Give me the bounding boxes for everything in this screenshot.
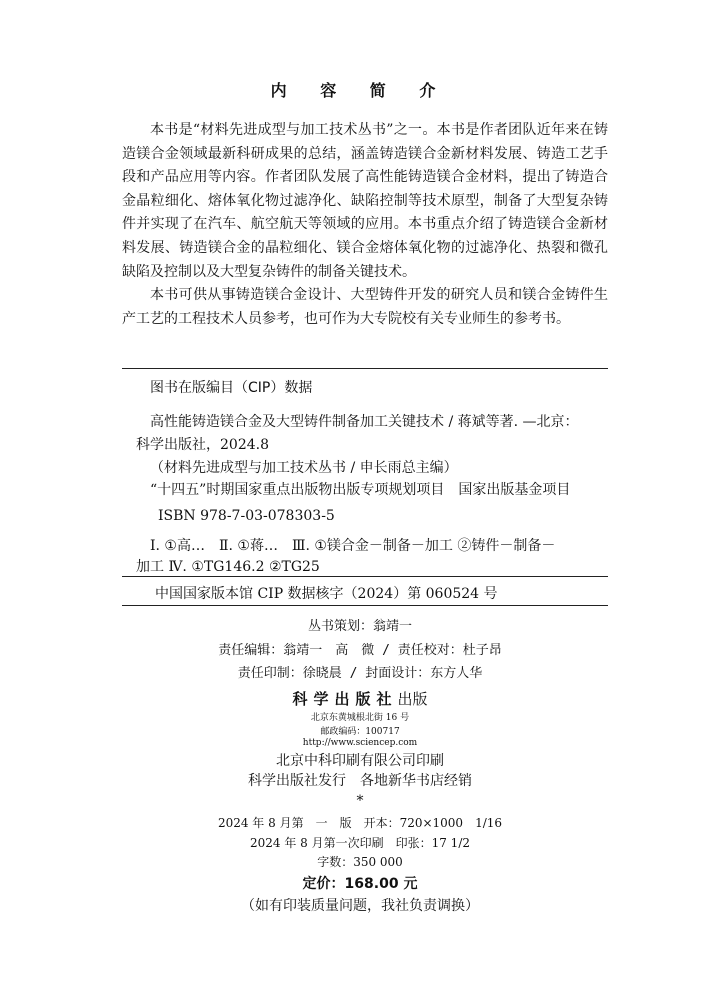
cip-top-rule [122,368,608,369]
publisher-suffix: 出版 [397,690,428,708]
cip-record-number: 中国国家版本馆 CIP 数据核字（2024）第 060524 号 [155,586,498,602]
responsible-editors: 责任编辑：翁靖一 高 微 / 责任校对：杜子昂 [218,643,502,658]
cip-heading: 图书在版编目（CIP）数据 [150,380,313,396]
intro-paragraph-2: 本书可供从事铸造镁合金设计、大型铸件开发的研究人员和镁合金铸件生产工艺的工程技术人员参考，也可作为大专院校有关专业师生的参考书。 [122,287,608,327]
cip-bottom-rule [122,605,608,606]
publisher-line [0,688,720,709]
printer: 北京中科印刷有限公司印刷 [276,753,444,769]
cip-middle-rule [122,576,608,577]
word-count: 字数：350 000 [317,855,403,869]
separator-asterisk: * [356,793,364,809]
cip-isbn: ISBN 978-7-03-078303-5 [158,508,335,524]
edition-line-1: 2024 年 8 月第 一 版 开本：720×1000 1/16 [217,816,503,830]
cip-publisher-line: 科学出版社，2024.8 [136,437,269,453]
cip-project-line: “十四五”时期国家重点出版物出版专项规划项目 国家出版基金项目 [150,482,571,498]
cip-title-line: 高性能铸造镁合金及大型铸件制备加工关键技术 / 蒋斌等著. —北京： [150,414,579,430]
quality-notice: （如有印装质量问题，我社负责调换） [241,898,479,914]
cip-classification-line-2: 加工 Ⅳ. ①TG146.2 ②TG25 [136,559,320,575]
publisher-url: http://www.sciencep.com [302,738,418,748]
publisher-postcode: 邮政编码：100717 [320,727,400,737]
publisher-address: 北京东黄城根北街 16 号 [310,713,410,723]
intro-paragraph-1: 本书是“材料先进成型与加工技术丛书”之一。本书是作者团队近年来在铸造镁合金领域最新科研成果的总结，涵盖铸造镁合金新材料发展、铸造工艺手段和产品应用等内容。作者团队发展了高性能铸造镁合金材料，提出了铸造合金晶粒细化、熔体氧化物过滤净化、缺陷控制等技术原型，制备了大型复杂铸件并实现了在汽车、航空航天等领域的应用。本书重点介绍了铸造镁合金新材料发展、铸造镁合金的晶粒细化、镁合金熔体氧化物的过滤净化、热裂和微孔缺陷及控制以及大型复杂铸件的制备关键技术。 [122,122,608,280]
price: 定价：168.00 元 [302,876,418,892]
publisher-name: 科学出版社 [292,690,398,708]
cip-classification-line-1: Ⅰ. ①高… Ⅱ. ①蒋… Ⅲ. ①镁合金－制备－加工 ②铸件－制备－ [150,538,556,554]
series-planner: 丛书策划：翁靖一 [307,619,412,634]
page-title: 内 容 简 介 [270,81,450,100]
edition-line-2: 2024 年 8 月第一次印刷 印张：17 1/2 [249,836,470,850]
introduction [122,119,608,331]
distributor: 科学出版社发行 各地新华书店经销 [248,773,472,789]
printing-and-design: 责任印制：徐晓晨 / 封面设计：东方人华 [237,666,483,681]
cip-series-line: （材料先进成型与加工技术丛书 / 申长雨总主编） [150,460,458,476]
